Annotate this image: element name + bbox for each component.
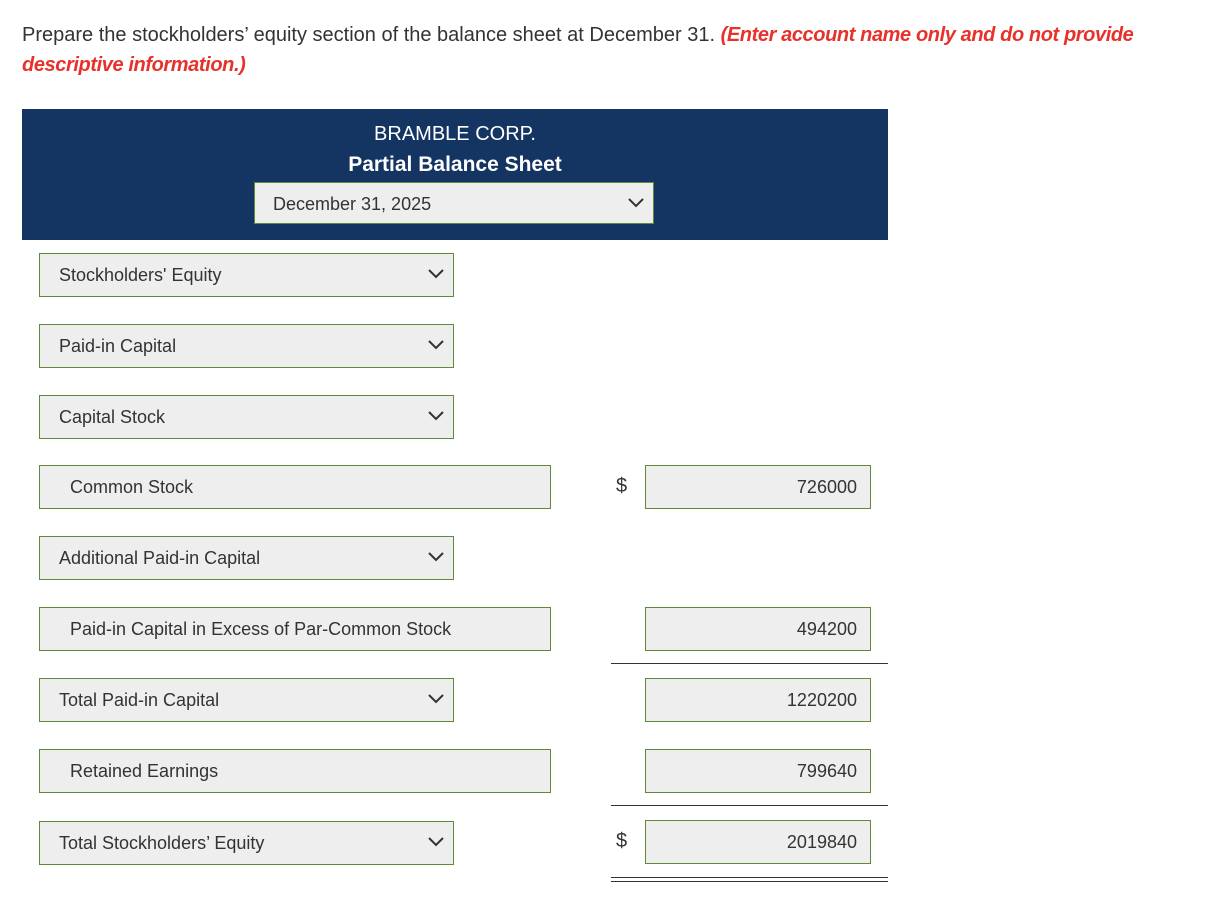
chevron-down-icon: [627, 194, 645, 212]
sheet-title: Partial Balance Sheet: [348, 153, 562, 176]
instructions-text: Prepare the stockholders’ equity section of the balance sheet at December 31.: [22, 24, 715, 46]
excess-of-par-amount-input[interactable]: [645, 607, 871, 651]
retained-earnings-amount: 799640: [796, 761, 857, 781]
retained-earnings-amount-input[interactable]: [645, 749, 871, 793]
date-select-value: December 31, 2025: [273, 194, 432, 214]
paid-in-capital-select[interactable]: [39, 324, 454, 368]
chevron-down-icon: [427, 407, 445, 425]
retained-earnings-input[interactable]: [39, 749, 551, 793]
double-rule-top: [611, 877, 888, 878]
total-stockholders-equity-select[interactable]: [39, 821, 454, 865]
common-stock-input[interactable]: [39, 465, 551, 509]
additional-paid-in-capital-label: Additional Paid-in Capital: [59, 548, 261, 568]
date-select[interactable]: [254, 182, 654, 224]
total-paid-in-capital-label: Total Paid-in Capital: [59, 690, 220, 710]
chevron-down-icon: [427, 265, 445, 283]
common-stock-label: Common Stock: [70, 477, 194, 497]
excess-of-par-amount: 494200: [796, 619, 857, 639]
chevron-down-icon: [427, 833, 445, 851]
subtotal-rule: [611, 663, 888, 664]
dollar-sign: $: [616, 475, 628, 497]
stockholders-equity-select[interactable]: [39, 253, 454, 297]
total-paid-in-capital-select[interactable]: [39, 678, 454, 722]
dollar-sign: $: [616, 830, 628, 852]
company-name: BRAMBLE CORP.: [374, 123, 536, 145]
common-stock-amount: 726000: [796, 477, 857, 497]
additional-paid-in-capital-select[interactable]: [39, 536, 454, 580]
total-stockholders-equity-label: Total Stockholders’ Equity: [59, 833, 265, 853]
total-paid-in-capital-amount-input[interactable]: [645, 678, 871, 722]
double-rule-bottom: [611, 881, 888, 882]
chevron-down-icon: [427, 690, 445, 708]
paid-in-capital-label: Paid-in Capital: [59, 336, 177, 356]
stockholders-equity-label: Stockholders' Equity: [59, 265, 222, 285]
capital-stock-select[interactable]: [39, 395, 454, 439]
balance-sheet-header: [22, 109, 888, 240]
retained-earnings-label: Retained Earnings: [70, 761, 219, 781]
total-paid-in-capital-amount: 1220200: [786, 690, 857, 710]
chevron-down-icon: [427, 548, 445, 566]
total-stockholders-equity-amount-input[interactable]: [645, 820, 871, 864]
common-stock-amount-input[interactable]: [645, 465, 871, 509]
excess-of-par-input[interactable]: [39, 607, 551, 651]
subtotal-rule: [611, 805, 888, 806]
instructions: [22, 20, 1182, 80]
excess-of-par-label: Paid-in Capital in Excess of Par-Common Stock: [70, 619, 452, 639]
instructions-emphasis: (Enter account name only and do not provide descriptive information.): [22, 24, 1134, 76]
total-stockholders-equity-amount: 2019840: [786, 832, 857, 852]
chevron-down-icon: [427, 336, 445, 354]
capital-stock-label: Capital Stock: [59, 407, 166, 427]
